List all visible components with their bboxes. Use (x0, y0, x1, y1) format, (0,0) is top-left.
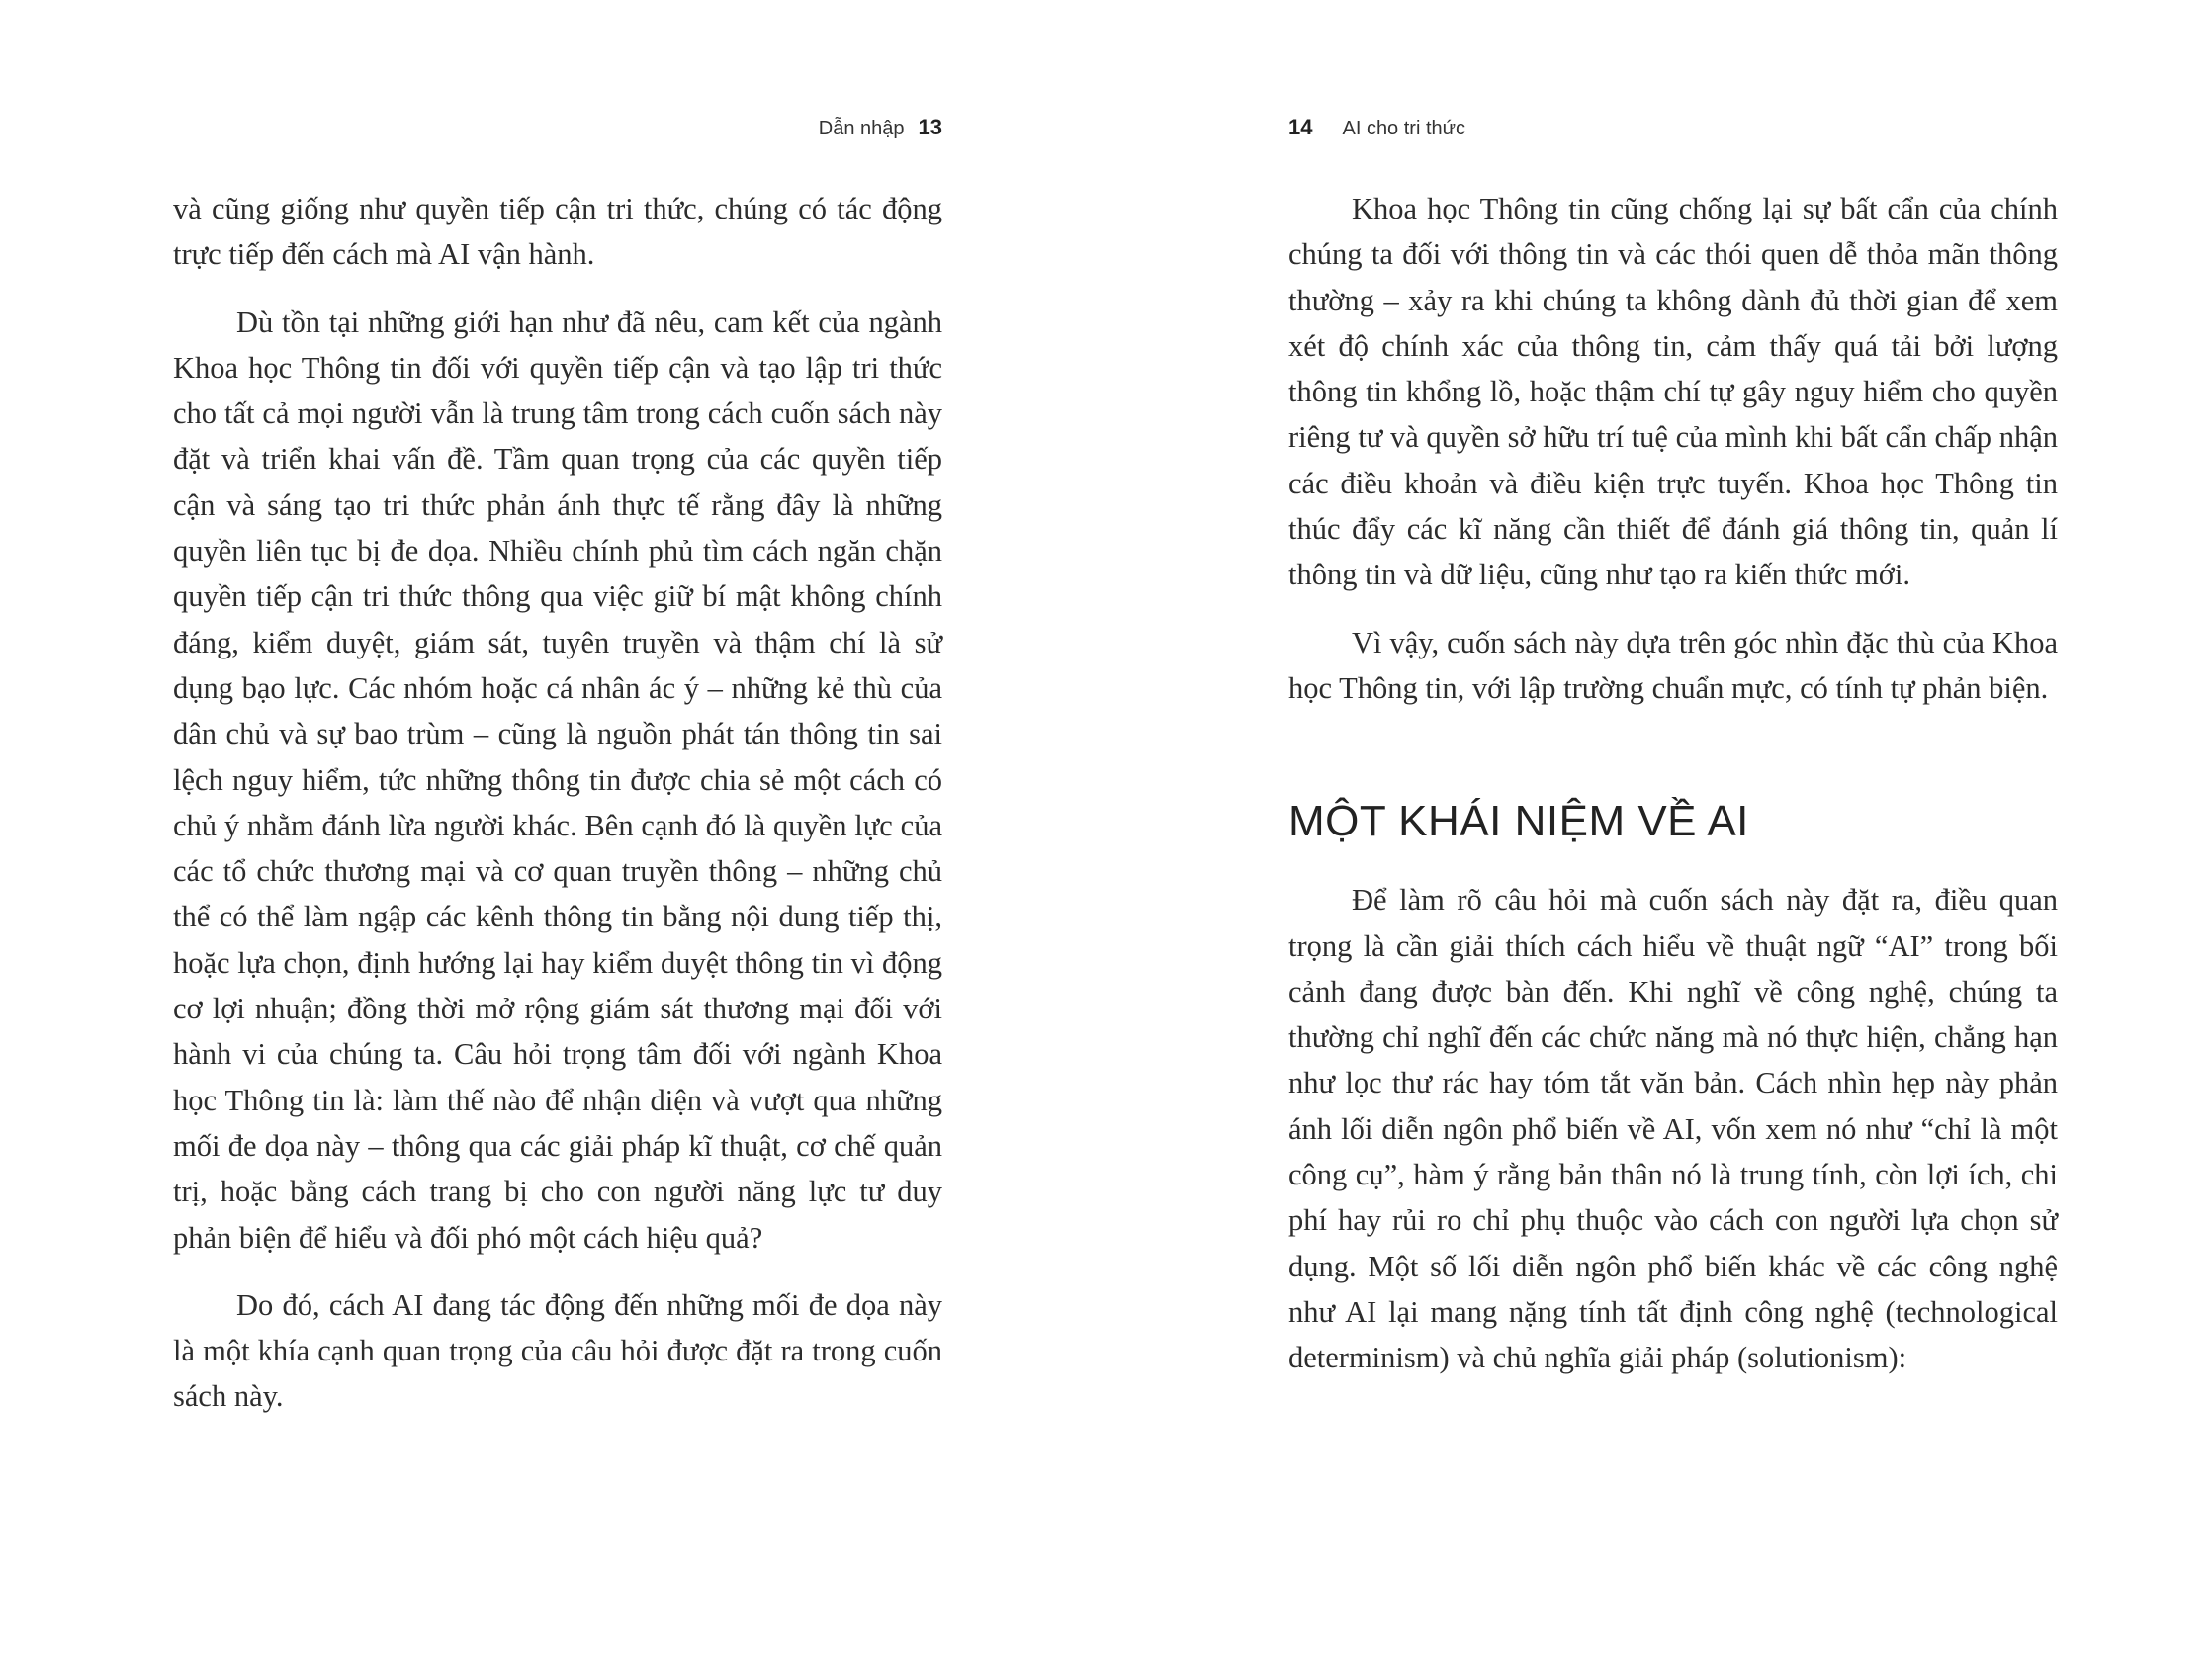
right-page-number: 14 (1288, 115, 1313, 139)
right-header-title: AI cho tri thức (1342, 118, 1466, 139)
right-page (1288, 0, 2058, 1667)
right-paragraph-1: Khoa học Thông tin cũng chống lại sự bất cẩn của chính chúng ta đối với thông tin và các thói quen dễ thỏa mãn thông thường – xảy ra khi chúng ta không dành đủ thời gian để xem xét độ chính xác của thông tin, cảm thấy quá tải bởi lượng thông tin khổng lồ, hoặc thậm chí tự gây nguy hiểm cho quyền riêng tư và quyền sở hữu trí tuệ của mình khi bất cẩn chấp nhận các điều khoản và điều kiện trực tuyến. Khoa học Thông tin thúc đẩy các kĩ năng cần thiết để đánh giá thông tin, quản lí thông tin và dữ liệu, cũng như tạo ra kiến thức mới. (1288, 192, 2058, 592)
section-paragraph: Để làm rõ câu hỏi mà cuốn sách này đặt ra, điều quan trọng là cần giải thích cách hiểu về thuật ngữ “AI” trong bối cảnh đang được bàn đến. Khi nghĩ về công nghệ, chúng ta thường chỉ nghĩ đến các chức năng mà nó thực hiện, chẳng hạn như lọc thư rác hay tóm tắt văn bản. Cách nhìn hẹp này phản ánh lối diễn ngôn phổ biến về AI, vốn xem nó như “chỉ là một công cụ”, hàm ý rằng bản thân nó là trung tính, còn lợi ích, chi phí hay rủi ro chỉ phụ thuộc vào cách con người lựa chọn sử dụng. Một số lối diễn ngôn phổ biến khác về các công nghệ như AI lại mang nặng tính tất định công nghệ (technological determinism) và chủ nghĩa giải pháp (solutionism): (1288, 883, 2058, 1375)
left-body-text (173, 186, 942, 1442)
left-paragraph-2: Dù tồn tại những giới hạn như đã nêu, cam kết của ngành Khoa học Thông tin đối với quyền tiếp cận và tạo lập tri thức cho tất cả mọi người vẫn là trung tâm trong cách cuốn sách này đặt và triển khai vấn đề. Tầm quan trọng của các quyền tiếp cận và sáng tạo tri thức phản ánh thực tế rằng đây là những quyền liên tục bị đe dọa. Nhiều chính phủ tìm cách ngăn chặn quyền tiếp cận tri thức thông qua việc giữ bí mật không chính đáng, kiểm duyệt, giám sát, tuyên truyền và thậm chí là sử dụng bạo lực. Các nhóm hoặc cá nhân ác ý – những kẻ thù của dân chủ và sự bao trùm – cũng là nguồn phát tán thông tin sai lệch nguy hiểm, tức những thông tin được chia sẻ một cách có chủ ý nhằm đánh lừa người khác. Bên cạnh đó là quyền lực của các tổ chức thương mại và cơ quan truyền thông – những chủ thể có thể làm ngập các kênh thông tin bằng nội dung tiếp thị, hoặc lựa chọn, định hướng lại hay kiểm duyệt thông tin vì động cơ lợi nhuận; đồng thời mở rộng giám sát thương mại đối với hành vi của chúng ta. Câu hỏi trọng tâm đối với ngành Khoa học Thông tin là: làm thế nào để nhận diện và vượt qua những mối đe dọa này – thông qua các giải pháp kĩ thuật, cơ chế quản trị, hoặc bằng cách trang bị cho con người năng lực tư duy phản biện để hiểu và đối phó một cách hiệu quả? (173, 305, 942, 1255)
right-paragraph-2: Vì vậy, cuốn sách này dựa trên góc nhìn đặc thù của Khoa học Thông tin, với lập trường chuẩn mực, có tính tự phản biện. (1288, 625, 2058, 705)
left-running-head (819, 115, 942, 140)
left-page-number: 13 (918, 115, 942, 139)
right-body-text (1288, 186, 2058, 1403)
section-heading: MỘT KHÁI NIỆM VỀ AI (1288, 797, 1749, 846)
left-header-title: Dẫn nhập (818, 118, 905, 139)
left-paragraph-3: Do đó, cách AI đang tác động đến những mối đe dọa này là một khía cạnh quan trọng của câu hỏi được đặt ra trong cuốn sách này. (173, 1287, 942, 1414)
left-page (173, 0, 942, 1667)
right-running-head (1288, 115, 1465, 140)
left-paragraph-1: và cũng giống như quyền tiếp cận tri thức, chúng có tác động trực tiếp đến cách mà AI vận hành. (173, 192, 942, 272)
